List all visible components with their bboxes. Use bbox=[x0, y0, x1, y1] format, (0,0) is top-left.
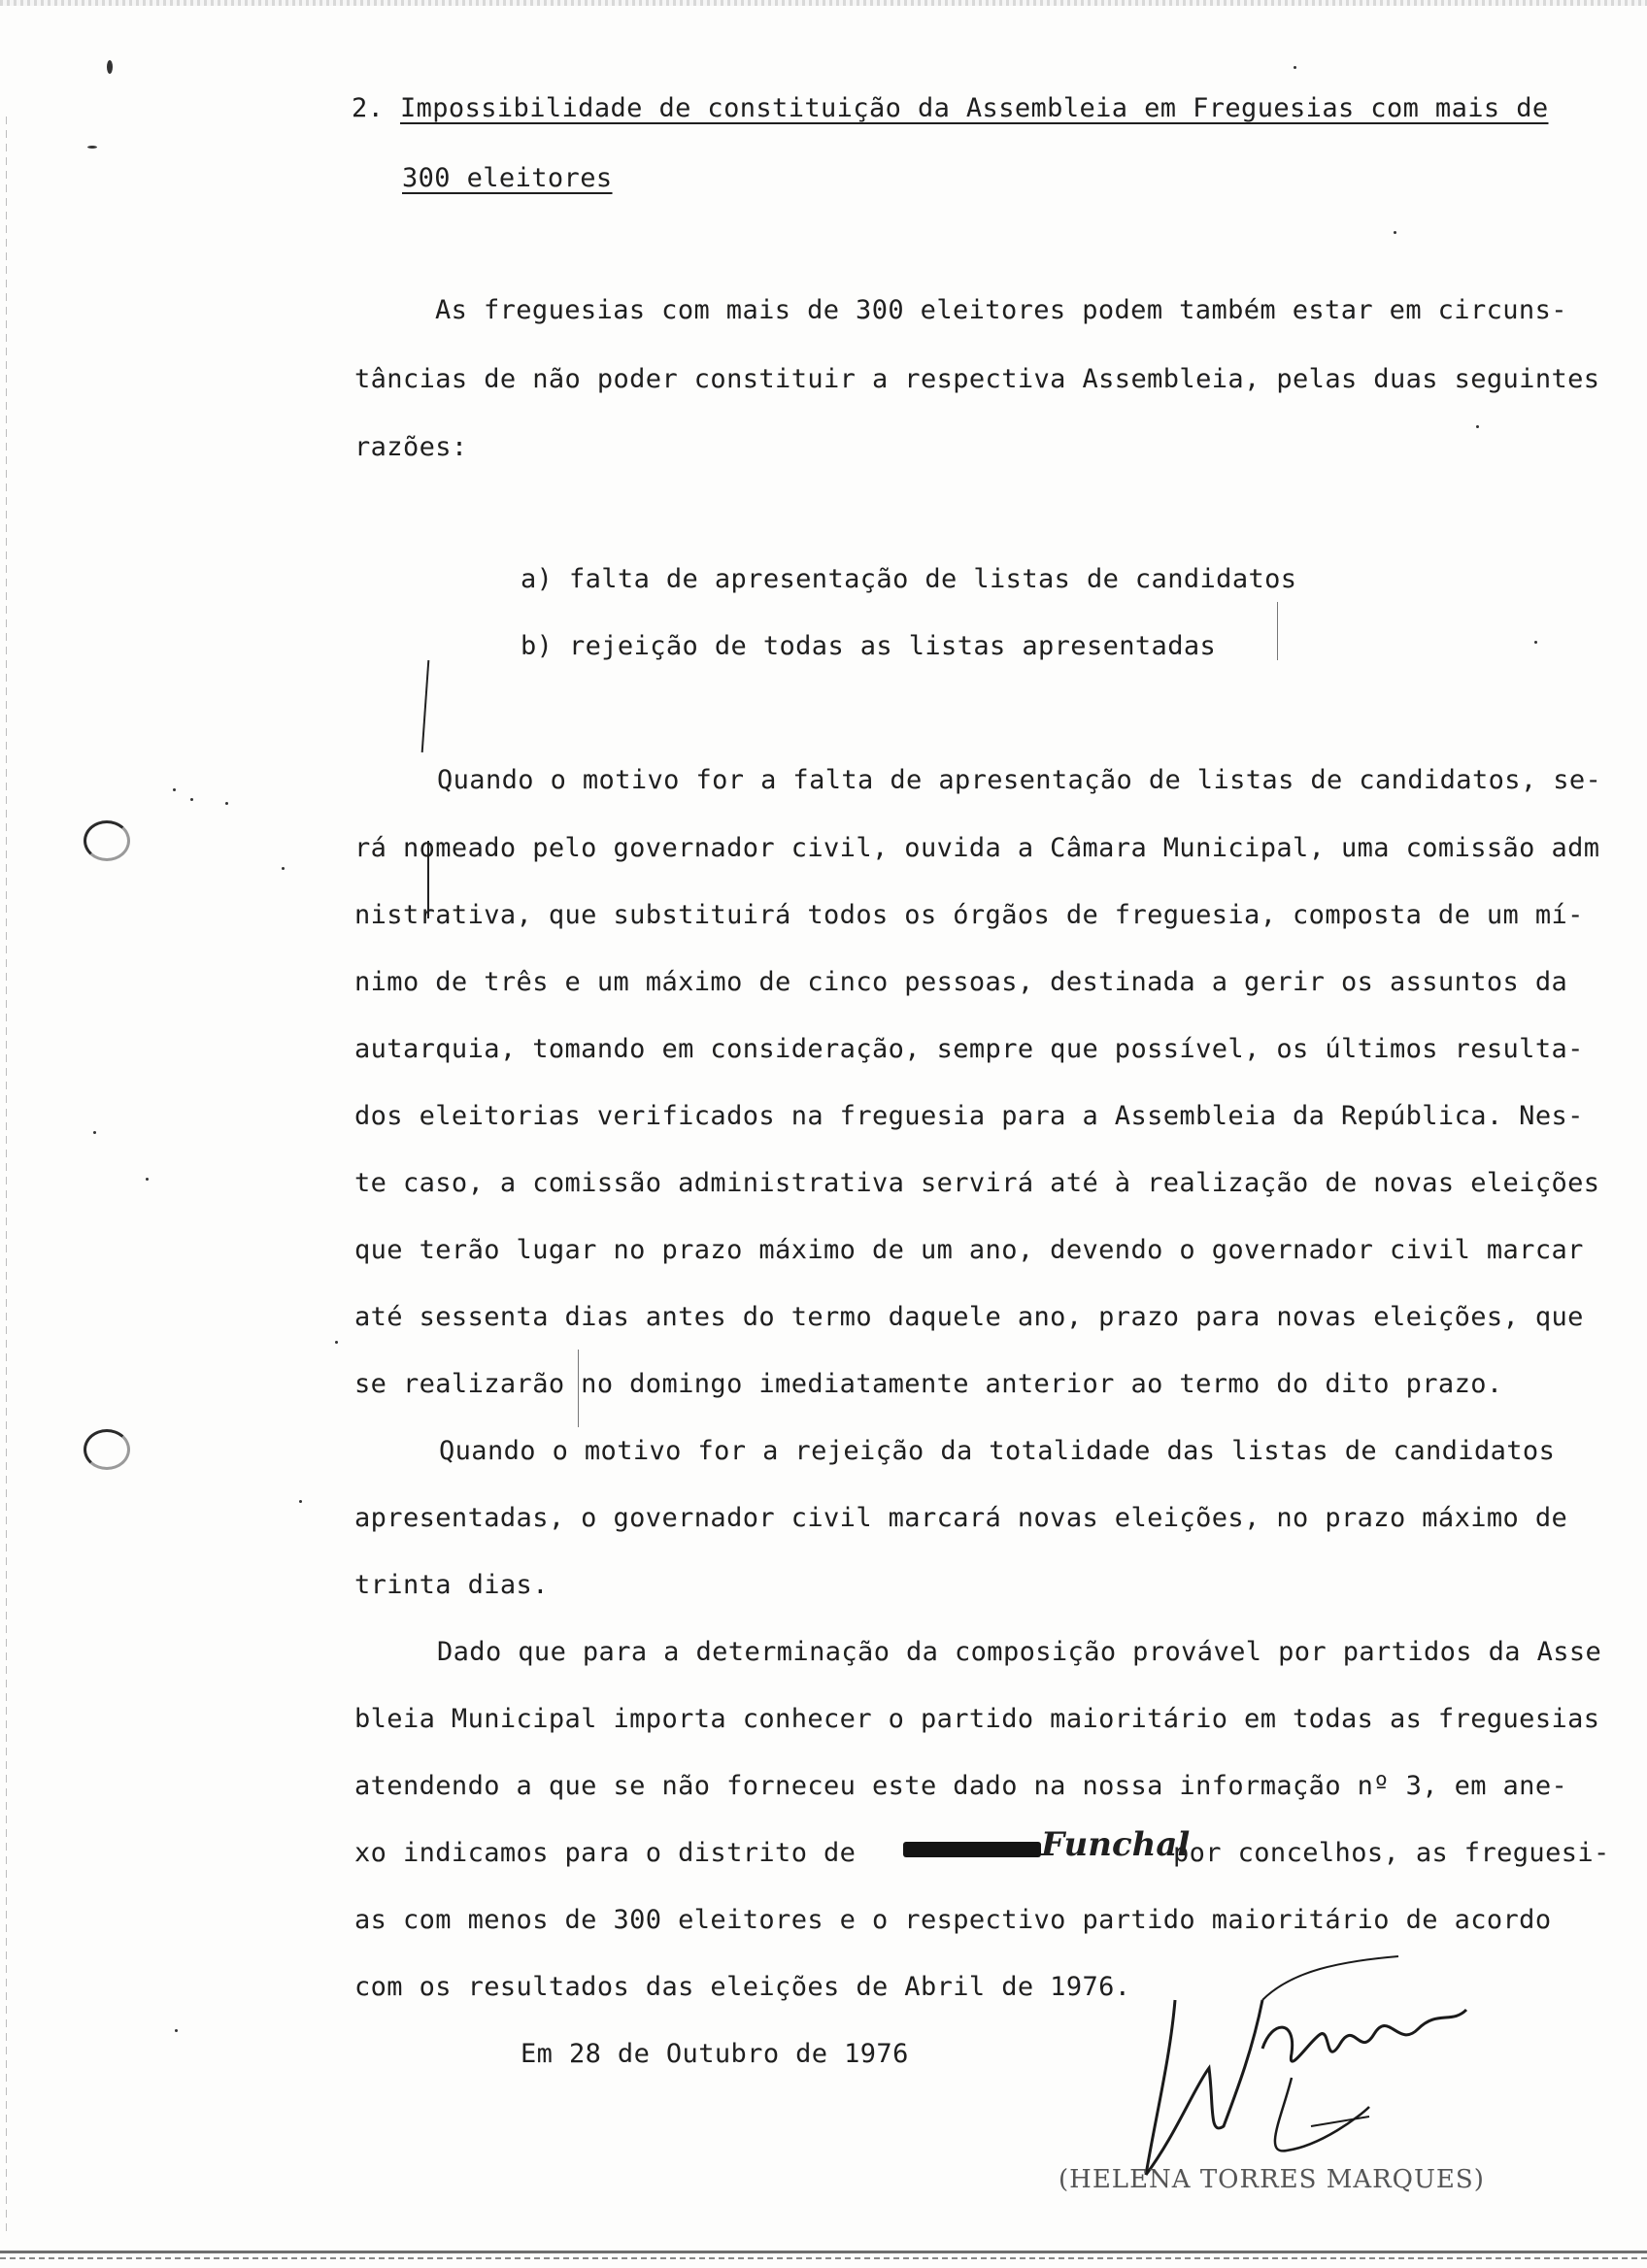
scan-speck bbox=[173, 788, 176, 791]
scan-bottom-edge-dashes bbox=[0, 2257, 1647, 2259]
paragraph3-line: as com menos de 300 eleitores e o respectivo partido maioritário de acordo bbox=[354, 1905, 1552, 1935]
paragraph1-line: rá nomeado pelo governador civil, ouvida a Câmara Municipal, uma comissão adm bbox=[354, 833, 1600, 863]
paragraph1-line: até sessenta dias antes do termo daquele ano, prazo para novas eleições, que bbox=[354, 1302, 1584, 1332]
scan-speck bbox=[282, 867, 285, 870]
scan-speck bbox=[335, 1341, 338, 1344]
punch-hole-bottom bbox=[84, 1429, 130, 1470]
scan-speck bbox=[107, 60, 113, 74]
paragraph1-line: Quando o motivo for a falta de apresentação de listas de candidatos, se- bbox=[437, 765, 1602, 795]
scan-speck bbox=[175, 2029, 178, 2032]
scan-speck bbox=[299, 1500, 302, 1503]
scan-top-edge bbox=[0, 0, 1647, 6]
intro-line: As freguesias com mais de 300 eleitores podem também estar em circuns- bbox=[435, 295, 1567, 325]
paragraph3-line: atendendo a que se não forneceu este dado na nossa informação nº 3, em ane- bbox=[354, 1771, 1568, 1801]
paragraph1-line: se realizarão no domingo imediatamente anterior ao termo do dito prazo. bbox=[354, 1369, 1503, 1399]
paragraph1-line: nistrativa, que substituirá todos os órgãos de freguesia, composta de um mí- bbox=[354, 900, 1584, 930]
section-heading bbox=[352, 93, 1549, 123]
scan-speck bbox=[225, 802, 228, 805]
document-date: Em 28 de Outubro de 1976 bbox=[521, 2039, 909, 2069]
handwritten-district: Funchal bbox=[1041, 1825, 1191, 1864]
pen-margin-mark bbox=[1277, 602, 1278, 660]
intro-line: tâncias de não poder constituir a respectiva Assembleia, pelas duas seguintes bbox=[354, 364, 1600, 394]
paragraph2-line: apresentadas, o governador civil marcará novas eleições, no prazo máximo de bbox=[354, 1503, 1568, 1533]
redaction-mark bbox=[903, 1842, 1041, 1857]
scan-speck bbox=[93, 1131, 96, 1134]
handwritten-signature bbox=[1117, 1942, 1525, 2194]
scan-speck bbox=[1476, 425, 1479, 428]
signatory-name: (HELENA TORRES MARQUES) bbox=[1059, 2165, 1485, 2194]
paragraph1-line: que terão lugar no prazo máximo de um ano, devendo o governador civil marcar bbox=[354, 1235, 1584, 1265]
paragraph3-line: com os resultados das eleições de Abril de 1976. bbox=[354, 1972, 1131, 2002]
scan-speck bbox=[190, 798, 193, 801]
pen-margin-mark bbox=[421, 660, 430, 752]
scan-speck bbox=[1294, 66, 1296, 69]
paragraph1-line: nimo de três e um máximo de cinco pessoas, destinada a gerir os assuntos da bbox=[354, 967, 1568, 997]
list-item: a) falta de apresentação de listas de candidatos bbox=[521, 564, 1297, 594]
scan-speck bbox=[146, 1178, 149, 1181]
paragraph3-line: bleia Municipal importa conhecer o partido maioritário em todas as freguesias bbox=[354, 1704, 1600, 1734]
paragraph1-line: te caso, a comissão administrativa servirá até à realização de novas eleições bbox=[354, 1168, 1600, 1198]
scan-speck bbox=[1394, 231, 1396, 234]
paragraph3-line: Dado que para a determinação da composição provável por partidos da Asse bbox=[437, 1637, 1602, 1667]
scan-speck bbox=[1534, 641, 1537, 644]
punch-hole-top bbox=[84, 820, 130, 861]
paragraph2-line: Quando o motivo for a rejeição da totalidade das listas de candidatos bbox=[439, 1436, 1556, 1466]
paragraph3-line-after: por concelhos, as freguesi- bbox=[1173, 1838, 1610, 1868]
list-item: b) rejeição de todas as listas apresentadas bbox=[521, 631, 1217, 661]
section-number: 2. bbox=[352, 93, 385, 123]
paragraph3-line-before: xo indicamos para o distrito de bbox=[354, 1838, 857, 1868]
section-title-line1: Impossibilidade de constituição da Assembleia em Freguesias com mais de bbox=[399, 93, 1549, 123]
section-title-line2: 300 eleitores bbox=[402, 163, 613, 193]
scan-bottom-edge bbox=[0, 2251, 1647, 2253]
paragraph1-line: autarquia, tomando em consideração, sempre que possível, os últimos resulta- bbox=[354, 1034, 1584, 1064]
paragraph2-line: trinta dias. bbox=[354, 1570, 549, 1600]
scan-speck bbox=[87, 146, 97, 149]
paragraph1-line: dos eleitorias verificados na freguesia para a Assembleia da República. Nes- bbox=[354, 1101, 1584, 1131]
intro-line: razões: bbox=[354, 432, 468, 462]
scan-left-rule bbox=[6, 117, 7, 2233]
